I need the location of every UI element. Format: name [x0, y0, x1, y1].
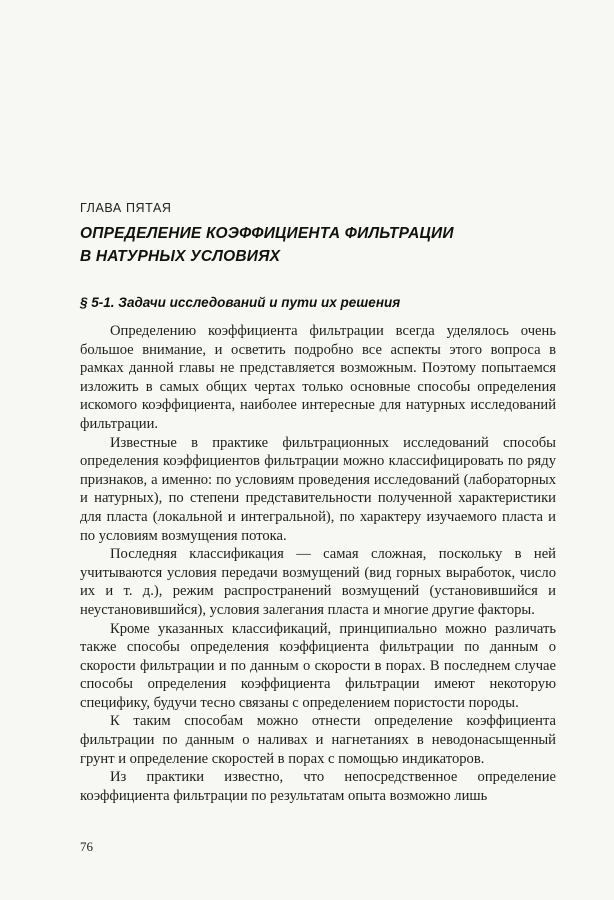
paragraph: Последняя классификация — самая сложная, поскольку в ней учитываются условия передачи возмущений (вид горных выработок, число их и т. д.), режим распространений возмущений (установившийся и неустановившийся), условия залегания пласта и многие другие факторы.: [80, 546, 556, 618]
chapter-title-line-1: ОПРЕДЕЛЕНИЕ КОЭФФИЦИЕНТА ФИЛЬТРАЦИИ: [80, 225, 454, 242]
chapter-label: ГЛАВА ПЯТАЯ: [80, 201, 172, 215]
paragraph: Определению коэффициента фильтрации всегда уделялось очень большое внимание, и осветить подробно все аспекты этого вопроса в рамках данной главы не представляется возможным. Поэтому попытаемся изложить в самых общих чертах только основные способы определения искомого коэффициента, наиболее интересные для натурных исследований фильтрации.: [80, 323, 556, 432]
chapter-title-line-2: В НАТУРНЫХ УСЛОВИЯХ: [80, 248, 281, 265]
paragraph: К таким способам можно отнести определение коэффициента фильтрации по данным о наливах и нагнетаниях в неводонасыщенный грунт и определение скоростей в порах с помощью индикаторов.: [80, 713, 556, 767]
section-title: § 5-1. Задачи исследований и пути их решения: [80, 295, 401, 310]
paragraph: Известные в практике фильтрационных исследований способы определения коэффициентов фильтрации можно классифицировать по ряду признаков, а именно: по условиям проведения исследований (лабораторных и натурных), по степени представительности полученной характеристики для пласта (локальной и интегральной), по характеру изучаемого пласта и по условиям возмущения потока.: [80, 434, 556, 544]
paragraph: Кроме указанных классификаций, принципиально можно различать также способы определения коэффициента фильтрации по данным о скорости фильтрации и по данным о скорости в порах. В последнем случае способы определения коэффициента фильтрации имеют некоторую специфику, будучи тесно связаны с определением пористости породы.: [80, 620, 556, 711]
body-text: [80, 322, 556, 805]
page-number: 76: [80, 839, 93, 854]
paragraph: Из практики известно, что непосредственное определение коэффициента фильтрации по результатам опыта возможно лишь: [80, 769, 556, 804]
chapter-title: [80, 222, 560, 268]
